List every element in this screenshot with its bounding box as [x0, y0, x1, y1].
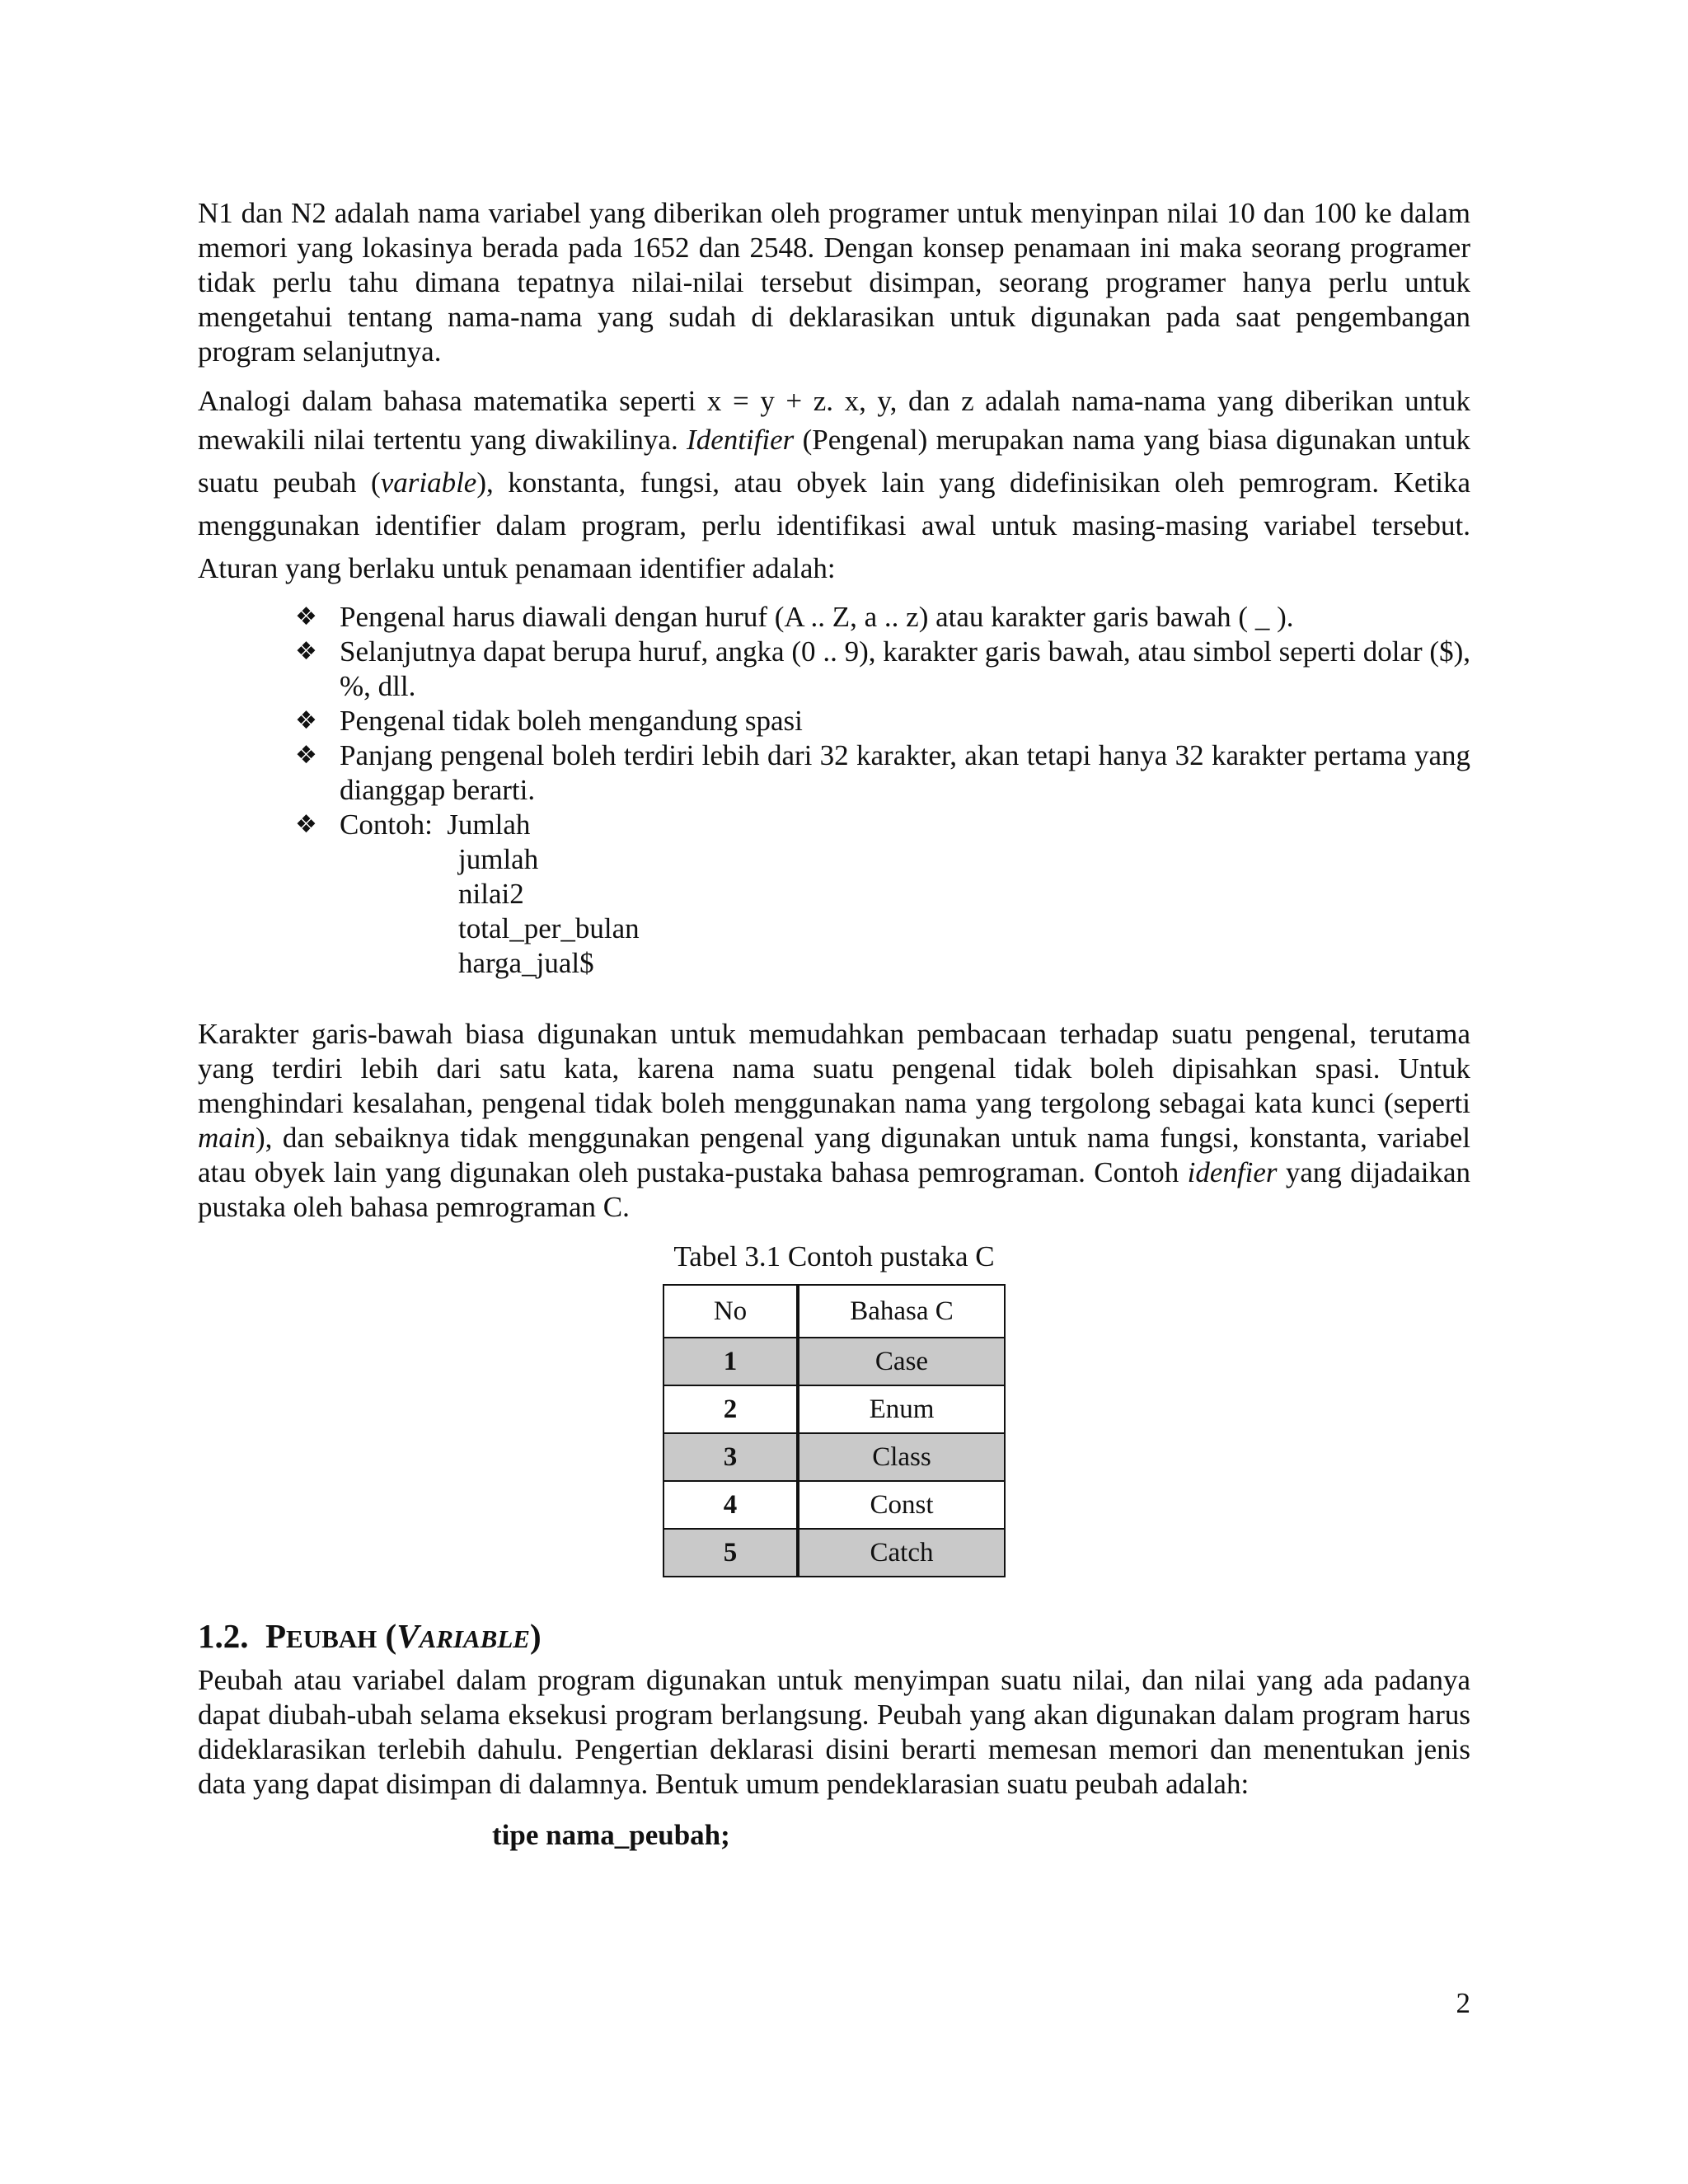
diamond-bullet-icon: ❖: [295, 741, 317, 770]
paragraph-identifier-definition: [198, 384, 1470, 590]
identifier-term: Identifier: [687, 424, 795, 456]
list-item: [295, 704, 1470, 738]
example-identifier: nilai2: [458, 878, 524, 910]
rule-text: Pengenal harus diawali dengan huruf (A .. Z, a .. z) atau karakter garis bawah ( _ ).: [340, 601, 1294, 633]
list-item: [295, 738, 1470, 808]
paragraph-text: yang dijadaikan pustaka oleh bahasa pemrograman C.: [198, 1156, 1470, 1223]
diamond-bullet-icon: ❖: [295, 637, 317, 666]
section-heading: [198, 1615, 1470, 1660]
table-cell-keyword: Catch: [798, 1529, 1005, 1577]
table-row: [663, 1385, 1005, 1433]
page-content: [198, 196, 1470, 1853]
section-paren: (: [385, 1617, 397, 1655]
declaration-syntax: tipe nama_peubah;: [492, 1819, 730, 1851]
rule-text: Panjang pengenal boleh terdiri lebih dari 32 karakter, akan tetapi hanya 32 karakter pertama yang dianggap berarti.: [340, 739, 1470, 806]
paragraph-variable-declaration: Peubah atau variabel dalam program digunakan untuk menyimpan suatu nilai, dan nilai yang ada padanya dapat diubah-ubah selama eksekusi program berlangsung. Peubah yang akan digunakan dalam program harus dideklarasikan terlebih dahulu. Pengertian deklarasi disini berarti memesan memori dan menentukan jenis data yang dapat disimpan di dalamnya. Bentuk umum pendeklarasian suatu peubah adalah:: [198, 1664, 1470, 1800]
table-cell-no: 3: [663, 1433, 798, 1481]
idenfier-term: idenfier: [1187, 1156, 1278, 1188]
c-library-table: [663, 1284, 1006, 1577]
diamond-bullet-icon: ❖: [295, 706, 317, 735]
paragraph-text: ), dan sebaiknya tidak menggunakan pengenal yang digunakan untuk nama fungsi, konstanta, variabel atau obyek lain yang digunakan oleh pustaka-pustaka bahasa pemrograman. Contoh: [198, 1122, 1470, 1188]
table-cell-no: 4: [663, 1481, 798, 1529]
paragraph-text: Analogi dalam bahasa matematika seperti x = y + z. x, y, dan z adalah nama-nama yang diberikan untuk mewakili nilai tertentu yang diwakilinya.: [198, 385, 1470, 456]
column-header-no: No: [663, 1285, 798, 1338]
list-item: [295, 635, 1470, 704]
paragraph-text: ), konstanta, fungsi, atau obyek lain yang didefinisikan oleh pemrogram. Ketika menggunakan identifier dalam program, perlu identifikasi awal untuk masing-masing variabel tersebut. Aturan yang berlaku untuk penamaan identifier adalah:: [198, 466, 1470, 584]
list-item: [295, 600, 1470, 635]
diamond-bullet-icon: ❖: [295, 602, 317, 631]
identifier-rules-list: [198, 600, 1470, 981]
example-identifier: total_per_bulan: [458, 912, 640, 944]
example-block: [340, 808, 1470, 981]
rule-text: Pengenal tidak boleh mengandung spasi: [340, 705, 803, 737]
page-number: 2: [1456, 1987, 1470, 2019]
table-row: [663, 1338, 1005, 1385]
section-title-italic: ARIABLE: [419, 1624, 530, 1653]
table-header-row: [663, 1285, 1005, 1338]
table-cell-no: 2: [663, 1385, 798, 1433]
table-cell-no: 1: [663, 1338, 798, 1385]
main-term: main: [198, 1122, 256, 1154]
section-title-italic: V: [396, 1617, 420, 1655]
table-row: [663, 1481, 1005, 1529]
table-cell-keyword: Case: [798, 1338, 1005, 1385]
column-header-bahasa-c: Bahasa C: [798, 1285, 1005, 1338]
table-caption: Tabel 3.1 Contoh pustaka C: [673, 1240, 995, 1272]
section-number: 1.2.: [198, 1617, 249, 1655]
table-cell-no: 5: [663, 1529, 798, 1577]
paragraph-text: Karakter garis-bawah biasa digunakan untuk memudahkan pembacaan terhadap suatu pengenal, terutama yang terdiri lebih dari satu kata, karena nama suatu pengenal tidak boleh dipisahkan spasi. Untuk menghindari kesalahan, pengenal tidak boleh menggunakan nama yang tergolong sebagai kata kunci (seperti: [198, 1018, 1470, 1119]
list-item-example: [295, 808, 1470, 981]
section-paren: ): [529, 1617, 542, 1655]
example-identifier: jumlah: [458, 843, 539, 875]
table-row: [663, 1433, 1005, 1481]
rule-text: Selanjutnya dapat berupa huruf, angka (0 .. 9), karakter garis bawah, atau simbol seperti dolar ($), %, dll.: [340, 635, 1470, 702]
section-title: EUBAH: [286, 1624, 377, 1653]
example-label: Contoh:: [340, 808, 433, 841]
table-cell-keyword: Const: [798, 1481, 1005, 1529]
paragraph-underscore-usage: [198, 1017, 1470, 1225]
example-identifier: Jumlah: [447, 808, 531, 841]
table-row: [663, 1529, 1005, 1577]
variable-term: variable: [380, 466, 477, 499]
table-cell-keyword: Class: [798, 1433, 1005, 1481]
section-title: P: [265, 1617, 287, 1655]
paragraph-text: (Pengenal) merupakan nama yang biasa digunakan untuk suatu peubah (: [198, 424, 1470, 499]
paragraph-variable-names: N1 dan N2 adalah nama variabel yang diberikan oleh programer untuk menyinpan nilai 10 dan 100 ke dalam memori yang lokasinya berada pada 1652 dan 2548. Dengan konsep penamaan ini maka seorang programer tidak perlu tahu dimana tepatnya nilai-nilai tersebut disimpan, seorang programer hanya perlu untuk mengetahui tentang nama-nama yang sudah di deklarasikan untuk digunakan pada saat pengembangan program selanjutnya.: [198, 197, 1470, 368]
table-cell-keyword: Enum: [798, 1385, 1005, 1433]
diamond-bullet-icon: ❖: [295, 810, 317, 839]
example-identifier: harga_jual$: [458, 947, 594, 979]
